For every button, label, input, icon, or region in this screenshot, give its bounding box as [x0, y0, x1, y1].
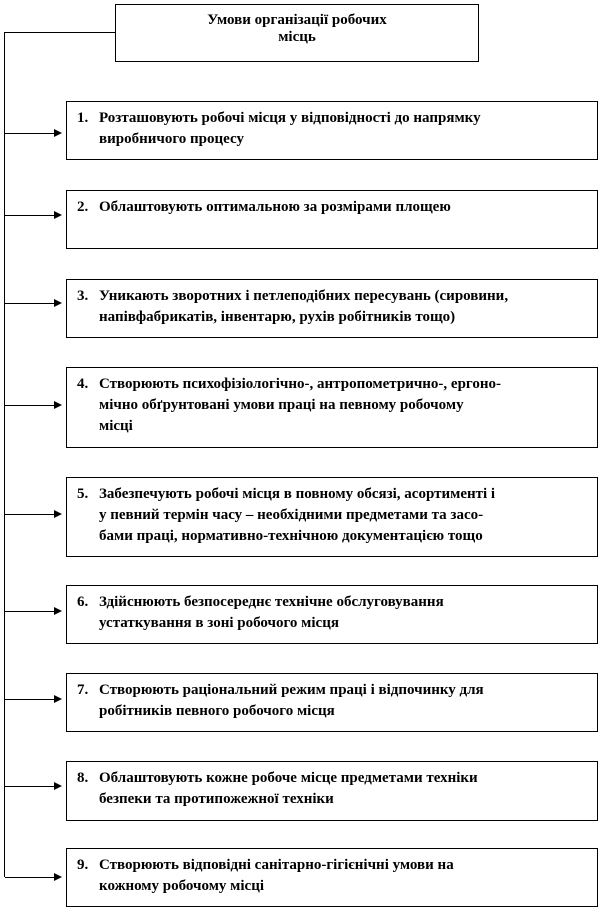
arrow-4 [5, 405, 60, 406]
condition-text: Створюють раціональний режим праці і відпочинку для [99, 682, 484, 698]
condition-line [77, 680, 589, 701]
condition-box-2 [66, 190, 598, 249]
condition-text: Уникають зворотних і петлеподібних пересувань (сировини, [99, 288, 509, 304]
condition-text: Здійснюють безпосереднє технічне обслуговування [99, 594, 444, 610]
arrow-6 [5, 611, 60, 612]
condition-text: бами праці, нормативно-технічною документацією тощо [99, 528, 483, 544]
condition-text: Облаштовують оптимальною за розмірами площею [99, 199, 451, 215]
condition-number: 1. [77, 110, 89, 126]
arrow-7 [5, 699, 60, 700]
condition-text: мічно обґрунтовані умови праці на певному робочому [99, 397, 464, 413]
condition-number: 3. [77, 288, 89, 304]
condition-line [77, 768, 589, 789]
condition-text: виробничого процесу [99, 131, 244, 147]
arrow-3 [5, 303, 60, 304]
condition-text: Створюють психофізіологічно-, антропометрично-, ергоно- [99, 376, 502, 392]
connector-spine [4, 32, 5, 877]
condition-box-7 [66, 673, 598, 732]
condition-line [77, 286, 589, 307]
condition-line [77, 197, 589, 218]
condition-box-8 [66, 761, 598, 821]
arrow-5 [5, 514, 60, 515]
condition-number: 2. [77, 199, 89, 215]
arrow-2 [5, 215, 60, 216]
condition-text: Створюють відповідні санітарно-гігієнічні умови на [99, 857, 454, 873]
condition-box-1 [66, 101, 598, 160]
condition-text: у певний термін часу – необхідними предметами та засо- [99, 507, 484, 523]
condition-line [77, 592, 589, 613]
condition-text: напівфабрикатів, інвентарю, рухів робітників тощо) [99, 309, 456, 325]
condition-number: 5. [77, 486, 89, 502]
condition-box-3 [66, 279, 598, 338]
condition-box-9 [66, 848, 598, 907]
condition-number: 8. [77, 770, 89, 786]
condition-text: місці [99, 418, 133, 434]
condition-text: робітників певного робочого місця [99, 703, 335, 719]
condition-text: кожному робочому місці [99, 878, 265, 894]
condition-line [77, 484, 589, 505]
condition-box-6 [66, 585, 598, 644]
diagram-title-line-2: місць [278, 29, 316, 45]
connector-top [4, 32, 115, 33]
condition-number: 6. [77, 594, 89, 610]
condition-text: Облаштовують кожне робоче місце предметами техніки [99, 770, 478, 786]
diagram-title-box [115, 4, 479, 62]
condition-box-4 [66, 367, 598, 448]
condition-text: безпеки та протипожежної техніки [99, 791, 334, 807]
condition-line [77, 374, 589, 395]
diagram-title-line-1: Умови організації робочих [207, 12, 387, 28]
arrow-8 [5, 786, 60, 787]
condition-number: 7. [77, 682, 89, 698]
condition-box-5 [66, 477, 598, 557]
condition-line [77, 108, 589, 129]
condition-text: устаткування в зоні робочого місця [99, 615, 339, 631]
arrow-9 [5, 877, 60, 878]
condition-number: 9. [77, 857, 89, 873]
arrow-1 [5, 133, 60, 134]
condition-text: Забезпечують робочі місця в повному обсязі, асортименті і [99, 486, 496, 502]
condition-number: 4. [77, 376, 89, 392]
condition-text: Розташовують робочі місця у відповідності до напрямку [99, 110, 481, 126]
condition-line [77, 855, 589, 876]
